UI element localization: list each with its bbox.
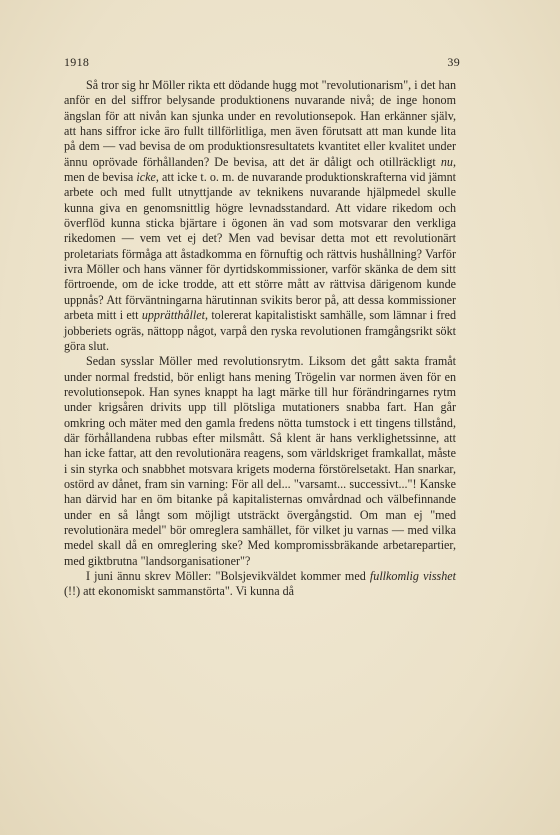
body-text xyxy=(64,78,456,600)
text-run: , att icke t. o. m. de nuvarande produktionskrafterna vid jämnt arbete och med fullt utnyttjande av teknikens nuvarande hjälpmedel skulle kunna giva en genomsnittlig högre levnadsstandard. Att vidare rikedom och överflöd kunna sticka bjärtare i ögonen än vad som motsvarar den verkliga rikedomen — vem vet ej det? Men vad bevisar detta mot ett revolutionärt proletariats förmåga att åstadkomma en förnuftig och rättvis hushållning? Varför ivra Möller och hans vänner för dyrtidskommissioner, varför skänka de dem sitt förtroende, om de icke trodde, att ett större mått av rättvisa därigenom kunde uppnås? Att förväntningarna härutinnan svikits beror på, att dessa kommissioner arbeta mitt i ett xyxy=(64,170,457,323)
italic-run: upprätthållet xyxy=(141,308,205,323)
text-run: , men de bevisa xyxy=(64,154,456,185)
italic-run: fullkomlig visshet xyxy=(369,569,457,583)
text-run: Så tror sig hr Möller rikta ett dödande hugg mot "revolutionarism", i det han anför en del siffror belysande produktionens nuvarande nivå; de inge honom ängslan för att nivån kan sjunka under en revolutionsepok. Han erkänner själv, att hans siffror icke äro fullt tillförlitliga, men även förutsatt att man kunde lita på dem — vad bevisa de om produktionsresultatets kvantitet eller kvalitet under ännu oprövade förhållanden? De bevisa, att det är dåligt och otillräckligt xyxy=(64,78,456,169)
paragraph-2 xyxy=(64,354,456,569)
page-number: 39 xyxy=(447,55,460,69)
header-year: 1918 xyxy=(64,55,90,69)
italic-run: icke xyxy=(136,170,156,185)
text-run: (!!) att ekonomiskt sammanstörta". Vi kunna då xyxy=(64,584,295,599)
paragraph-3 xyxy=(64,569,456,600)
page-header xyxy=(64,55,460,70)
italic-run: nu xyxy=(440,154,453,169)
text-run: Sedan sysslar Möller med revolutionsrytm. Liksom det gått sakta framåt under normal fredstid, bör enligt hans mening Trögelin var normen även för en revolutionsepok. Han synes knappt ha lagt märke till hur förändringarnes rytm under krigsåren drivits upp till plötsliga mutationers snabba fart. Han går omkring och mäter med den gamla fredens nötta tumstock i ett tingens tillstånd, där förhållandena rubbas efter milsmått. Så klent är hans verklighetssinne, att han icke fattar, att den revolutionära reagens, som världskriget framkallat, måste i sin styrka och snabbhet motsvara krigets moderna förstörelsetakt. Han snarkar, ostörd av dånet, fram sin varning: För all del... "varsamt... successivt..."! Kanske han därvid har en öm bitanke på kapitalisternas omvårdnad och välbefinnande under en så långt som möjligt utsträckt övergångstid. Om man ej "med revolutionära medel" bör omreglera samhället, för vilket ju varnas — med vilka medel skall då en omreglering ske? Med kompromissbräkande arbetarepartier, med giktbrutna "landsorganisationer"? xyxy=(64,354,456,568)
paragraph-1 xyxy=(64,78,456,354)
text-run: , tolererat kapitalistiskt samhälle, som lämnar i fred jobberiets ogräs, nättopp något, varpå den ryska revolutionen framgångsrikt sökt göra slut. xyxy=(64,308,456,353)
text-run: I juni ännu skrev Möller: "Bolsjevikväldet kommer med xyxy=(86,569,370,583)
